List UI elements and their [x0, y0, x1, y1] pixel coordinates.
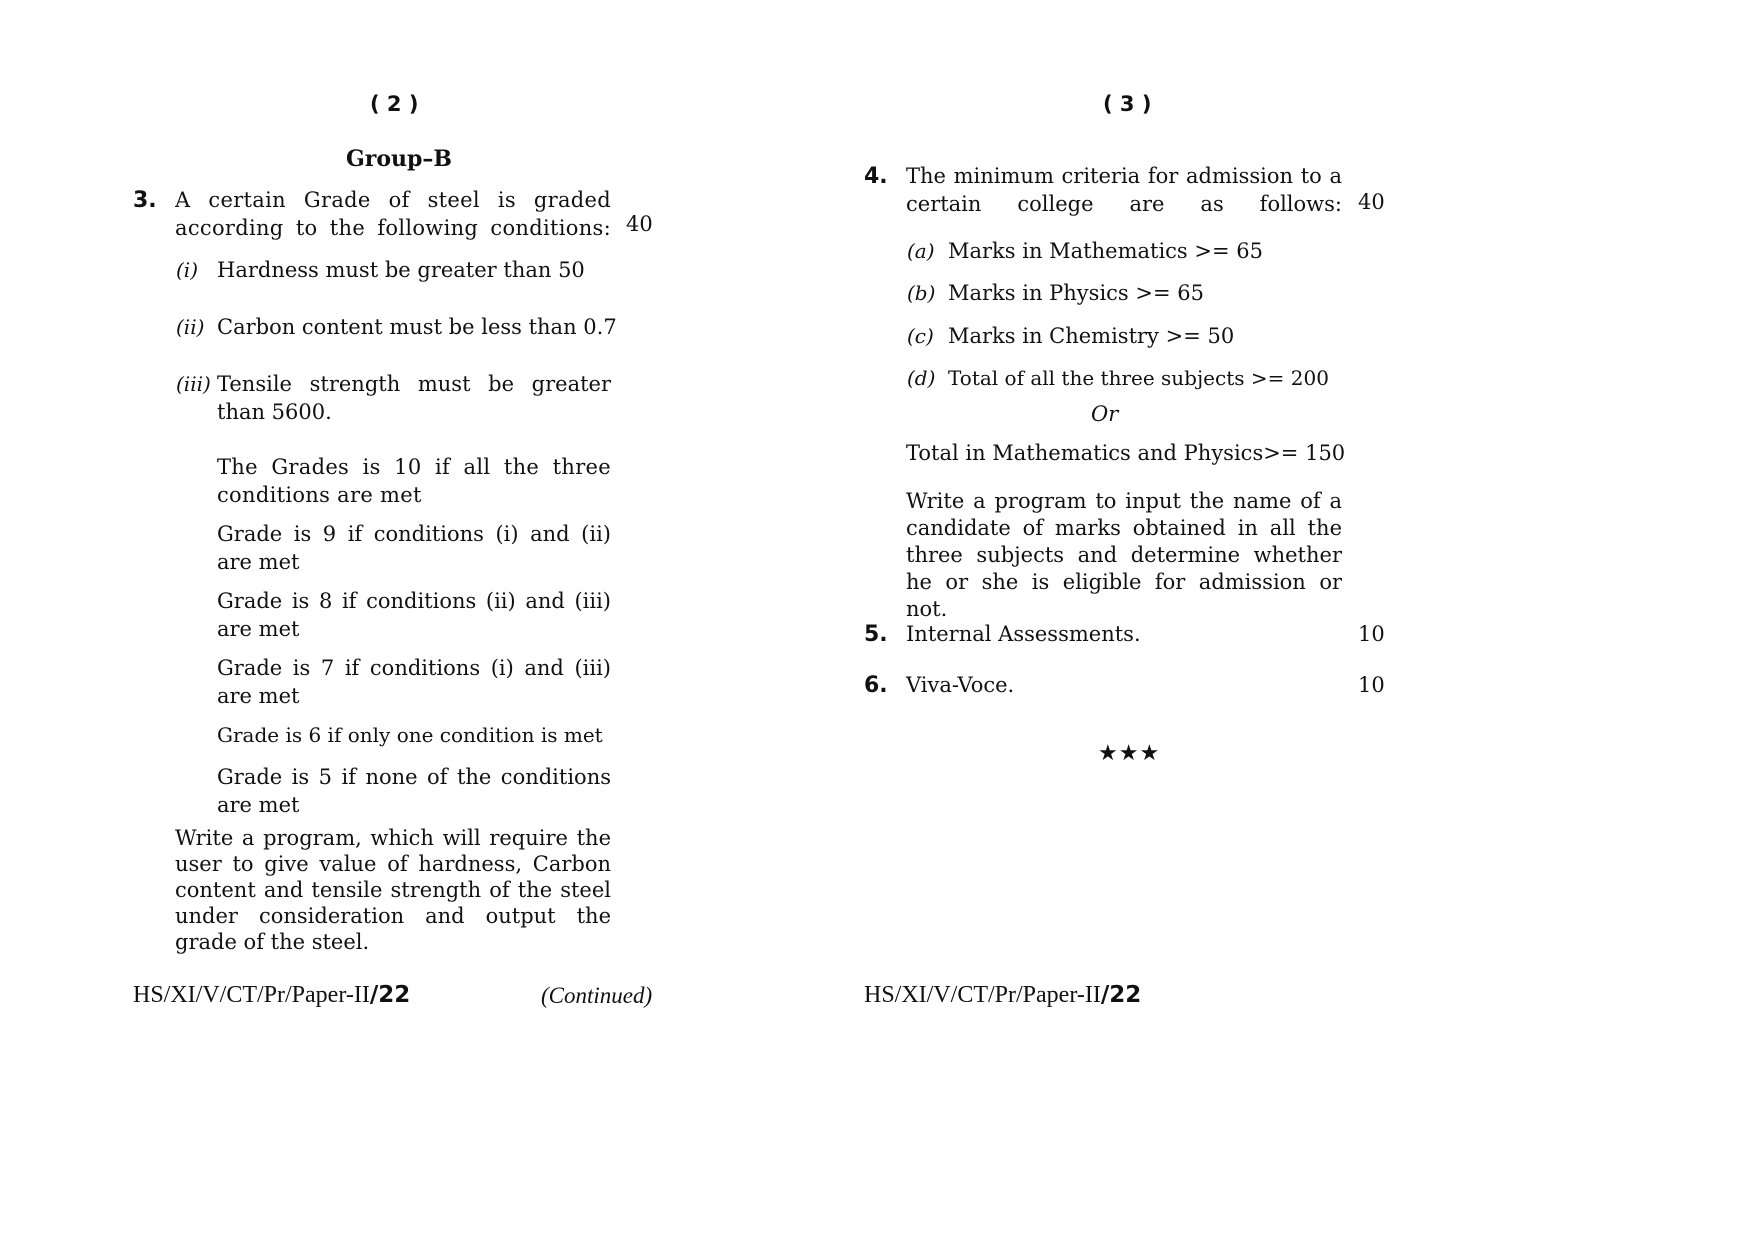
- question-text: Viva-Voce.: [906, 673, 1015, 697]
- continued-note: (Continued): [541, 983, 653, 1008]
- page-number: ( 2 ): [370, 92, 419, 116]
- condition-label: (ii): [176, 315, 205, 339]
- criterion-label: (c): [907, 324, 934, 348]
- condition-label: (i): [176, 258, 199, 282]
- right-page: [864, 0, 1754, 1241]
- page-number: ( 3 ): [1103, 92, 1152, 116]
- criterion-text: Total of all the three subjects >= 200: [948, 366, 1329, 390]
- question-number: 6.: [864, 673, 888, 698]
- criterion-label: (a): [907, 239, 935, 263]
- or-separator: Or: [1091, 402, 1119, 426]
- question-stem: A certain Grade of steel is graded according to the following conditions:: [175, 188, 611, 240]
- paper-code-year: /22: [369, 982, 411, 1008]
- question-number: 4.: [864, 164, 888, 189]
- grade-rule: The Grades is 10 if all the three conditions are met: [217, 455, 611, 507]
- criterion-text: Marks in Physics >= 65: [948, 281, 1204, 305]
- end-stars: ★★★: [1098, 741, 1161, 766]
- grade-rule: Grade is 5 if none of the conditions are met: [217, 765, 611, 817]
- paper-code-text: HS/XI/V/CT/Pr/Paper-II: [864, 982, 1101, 1008]
- grade-rule: Grade is 8 if conditions (ii) and (iii) are met: [217, 589, 611, 641]
- question-number: 5.: [864, 622, 888, 647]
- condition-text: Tensile strength must be greater than 5600.: [217, 372, 611, 424]
- grade-rule: Grade is 9 if conditions (i) and (ii) are met: [217, 522, 611, 574]
- question-marks: 10: [1358, 673, 1385, 697]
- paper-code: [864, 982, 1141, 1009]
- grade-rule: Grade is 7 if conditions (i) and (iii) are met: [217, 656, 611, 708]
- question-marks: 40: [626, 212, 653, 236]
- paper-code-text: HS/XI/V/CT/Pr/Paper-II: [133, 982, 370, 1008]
- criterion-text: Marks in Mathematics >= 65: [948, 239, 1263, 263]
- condition-label: (iii): [176, 372, 211, 396]
- question-marks: 10: [1358, 622, 1385, 646]
- criterion-text: Marks in Chemistry >= 50: [948, 324, 1235, 348]
- criterion-label: (b): [907, 281, 936, 305]
- condition-text: Hardness must be greater than 50: [217, 258, 585, 282]
- question-number: 3.: [133, 188, 157, 213]
- question-instruction: Write a program, which will require the user to give value of hardness, Carbon content and tensile strength of the steel under consideration and output the grade of the steel.: [175, 826, 611, 954]
- condition-text: Carbon content must be less than 0.7: [217, 315, 617, 339]
- question-text: Internal Assessments.: [906, 622, 1141, 646]
- paper-code: [133, 982, 410, 1009]
- criterion-label: (d): [907, 366, 936, 390]
- question-instruction: Write a program to input the name of a candidate of marks obtained in all the three subjects and determine whether he or she is eligible for admission or not.: [906, 489, 1342, 621]
- group-title: Group–B: [346, 146, 453, 172]
- alternative-criterion: Total in Mathematics and Physics>= 150: [906, 441, 1346, 465]
- question-marks: 40: [1358, 190, 1385, 214]
- grade-rule: Grade is 6 if only one condition is met: [217, 723, 603, 747]
- question-stem: The minimum criteria for admission to a certain college are as follows:: [906, 164, 1342, 216]
- paper-code-year: /22: [1100, 982, 1142, 1008]
